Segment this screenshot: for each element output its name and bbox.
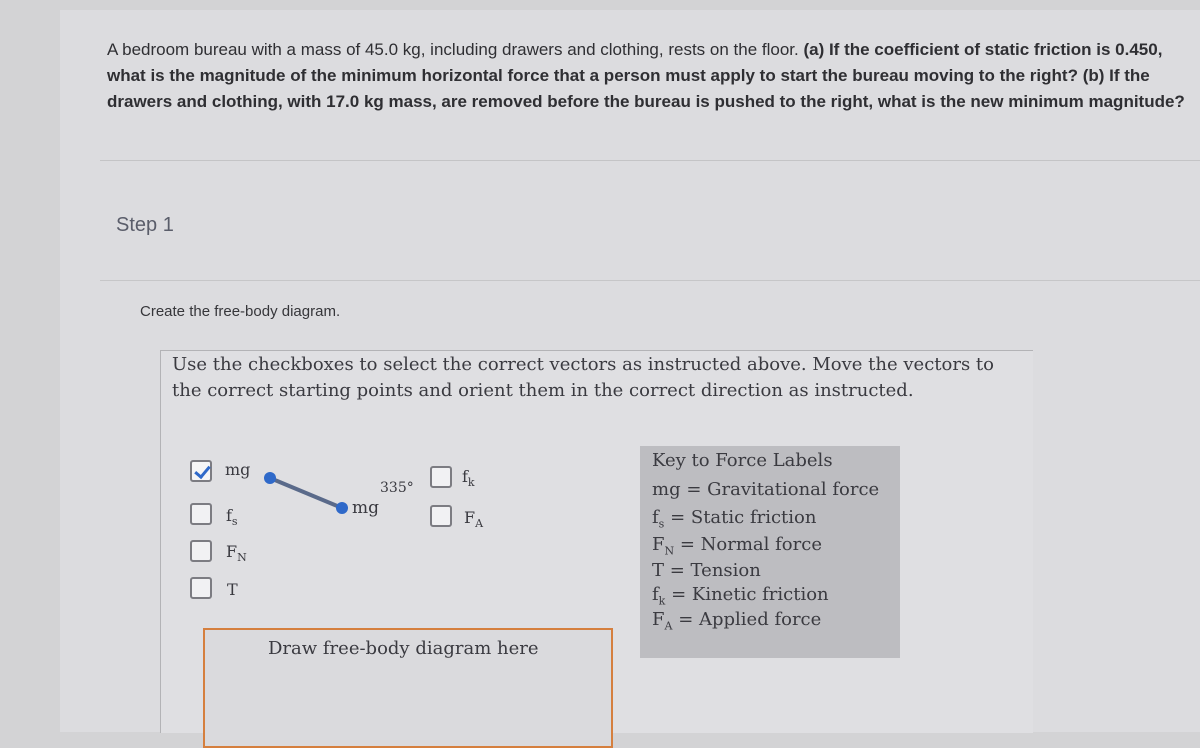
divider — [100, 160, 1200, 161]
divider — [100, 280, 1200, 281]
part-a-label: (a) — [803, 40, 825, 59]
mg-vector-shaft[interactable] — [270, 478, 342, 508]
step-label: Step 1 — [116, 214, 174, 236]
checkbox-label-t: T — [227, 580, 238, 599]
mg-vector[interactable] — [260, 470, 360, 520]
checkbox-mg[interactable] — [190, 460, 212, 482]
key-entry-fn: $F_N$ = Normal force — [652, 534, 822, 558]
vector-tail-handle[interactable] — [264, 472, 276, 484]
checkbox-fs[interactable] — [190, 503, 212, 525]
vector-mg-label: mg — [352, 498, 380, 518]
checkbox-t[interactable] — [190, 577, 212, 599]
question-part-1: A bedroom bureau with a mass of 45.0 kg, including drawers and clothing, rests on the floor. — [107, 40, 804, 59]
key-entry-fa: $F_A$ = Applied force — [652, 609, 822, 633]
step-instruction: Create the free-body diagram. — [140, 303, 341, 320]
key-entry-fk: $f_k$ = Kinetic friction — [652, 584, 829, 608]
part-b-label: (b) — [1082, 66, 1105, 85]
checkbox-fa[interactable] — [430, 505, 452, 527]
key-entry-t: T = Tension — [652, 560, 761, 581]
vector-head-handle[interactable] — [336, 502, 348, 514]
widget-instructions: Use the checkboxes to select the correct vectors as instructed above. Move the vectors to the correct starting points and orient them in the correct direction as instructed. — [172, 354, 994, 401]
question-part-b: If the drawers and clothing, with 17.0 kg mass, are removed before the bureau is pushed to the right, what is the new minimum magnitude? — [107, 66, 1185, 111]
key-entry-fs: $f_s$ = Static friction — [652, 507, 817, 531]
vector-angle-label: 335° — [380, 480, 414, 496]
checkbox-label-fa: $F_A$ — [464, 508, 484, 531]
key-entry-mg: mg = Gravitational force — [652, 479, 880, 500]
checkbox-label-fn: $F_N$ — [226, 542, 247, 565]
checkbox-label-fs: $f_s$ — [226, 506, 238, 529]
question-text — [107, 37, 1187, 115]
force-key-title: Key to Force Labels — [652, 450, 833, 471]
checkbox-label-fk: $f_k$ — [462, 467, 475, 490]
drawing-area-label: Draw free-body diagram here — [268, 638, 539, 659]
checkbox-fk[interactable] — [430, 466, 452, 488]
checkbox-label-mg: mg — [225, 460, 251, 479]
question-part-a: If the coefficient of static friction is 0.450, what is the magnitude of the minimum horizontal force that a person must apply to start the bureau moving to the right? — [107, 40, 1163, 85]
checkbox-fn[interactable] — [190, 540, 212, 562]
